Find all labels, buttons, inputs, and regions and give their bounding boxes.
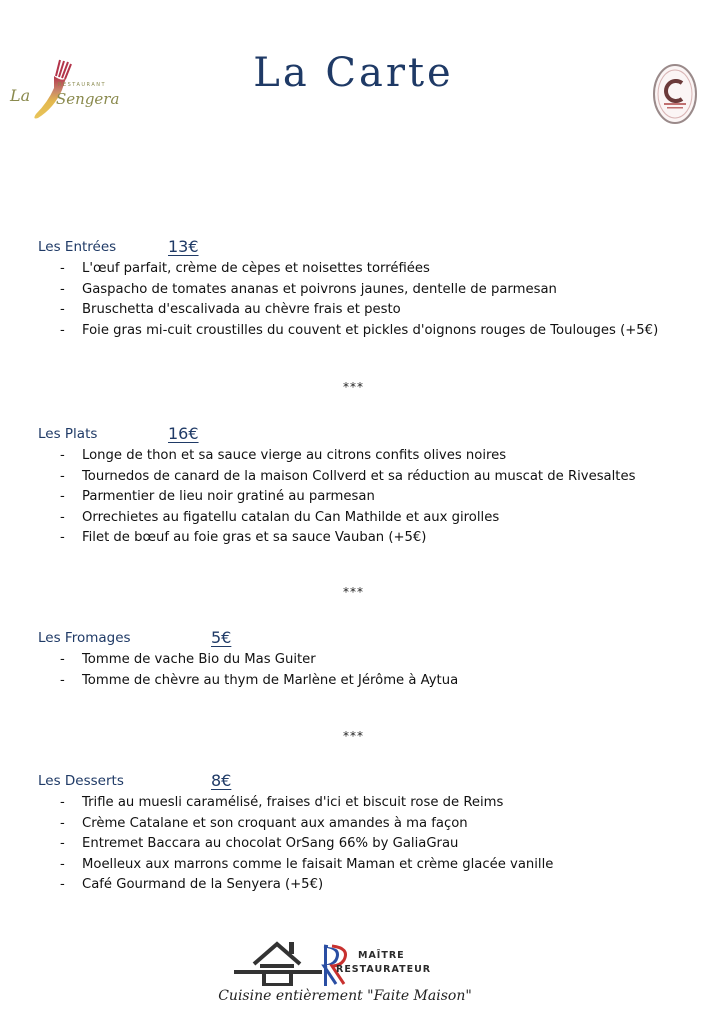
separator: *** <box>343 380 364 394</box>
section-plats <box>38 424 698 549</box>
menu-item: - Crème Catalane et son croquant aux amandes à ma façon <box>38 814 698 835</box>
logo-subtitle: RESTAURANT <box>58 82 107 88</box>
menu-item: - Parmentier de lieu noir gratiné au parmesan <box>38 487 698 508</box>
section-desserts <box>38 771 698 896</box>
menu-item: - Tomme de vache Bio du Mas Guiter <box>38 650 698 671</box>
restaurateur-label: RESTAURATEUR <box>336 964 432 975</box>
seal-badge-icon <box>652 63 698 125</box>
menu-item: - Tomme de chèvre au thym de Marlène et Jérôme à Aytua <box>38 671 698 692</box>
maitre-restaurateur-logo <box>232 938 472 988</box>
section-title: Les Plats <box>38 426 98 442</box>
page-title: La Carte <box>253 50 454 96</box>
menu-item: - Filet de bœuf au foie gras et sa sauce Vauban (+5€) <box>38 528 698 549</box>
house-icon <box>232 938 472 988</box>
separator: *** <box>343 585 364 599</box>
section-title: Les Entrées <box>38 239 117 255</box>
menu-item: - Moelleux aux marrons comme le faisait Maman et crème glacée vanille <box>38 855 698 876</box>
menu-item: - Longe de thon et sa sauce vierge au citrons confits olives noires <box>38 446 698 467</box>
menu-item: - Orrechietes au figatellu catalan du Can Mathilde et aux girolles <box>38 508 698 529</box>
menu-item: - Trifle au muesli caramélisé, fraises d'ici et biscuit rose de Reims <box>38 793 698 814</box>
menu-item: - Café Gourmand de la Senyera (+5€) <box>38 875 698 896</box>
menu-item: - L'œuf parfait, crème de cèpes et noisettes torréfiées <box>38 259 698 280</box>
menu-item: - Gaspacho de tomates ananas et poivrons jaunes, dentelle de parmesan <box>38 280 698 301</box>
menu-item: - Entremet Baccara au chocolat OrSang 66% by GaliaGrau <box>38 834 698 855</box>
maitre-label: MAÎTRE <box>358 950 405 961</box>
separator: *** <box>343 729 364 743</box>
section-price: 5€ <box>211 628 232 647</box>
section-price: 13€ <box>168 237 199 256</box>
footer-tagline: Cuisine entièrement "Faite Maison" <box>218 988 472 1004</box>
logo-text-senyera: Sengera <box>56 90 120 108</box>
section-title: Les Fromages <box>38 630 131 646</box>
menu-item: - Tournedos de canard de la maison Collverd et sa réduction au muscat de Rivesaltes <box>38 467 698 488</box>
section-entrees <box>38 237 698 341</box>
logo-text-la: La <box>10 86 31 105</box>
menu-item: - Bruschetta d'escalivada au chèvre frais et pesto <box>38 300 698 321</box>
section-title: Les Desserts <box>38 773 124 789</box>
section-price: 16€ <box>168 424 199 443</box>
menu-item: - Foie gras mi-cuit croustilles du couvent et pickles d'oignons rouges de Toulouges (+5€) <box>38 321 698 342</box>
section-price: 8€ <box>211 771 232 790</box>
section-fromages <box>38 628 698 691</box>
